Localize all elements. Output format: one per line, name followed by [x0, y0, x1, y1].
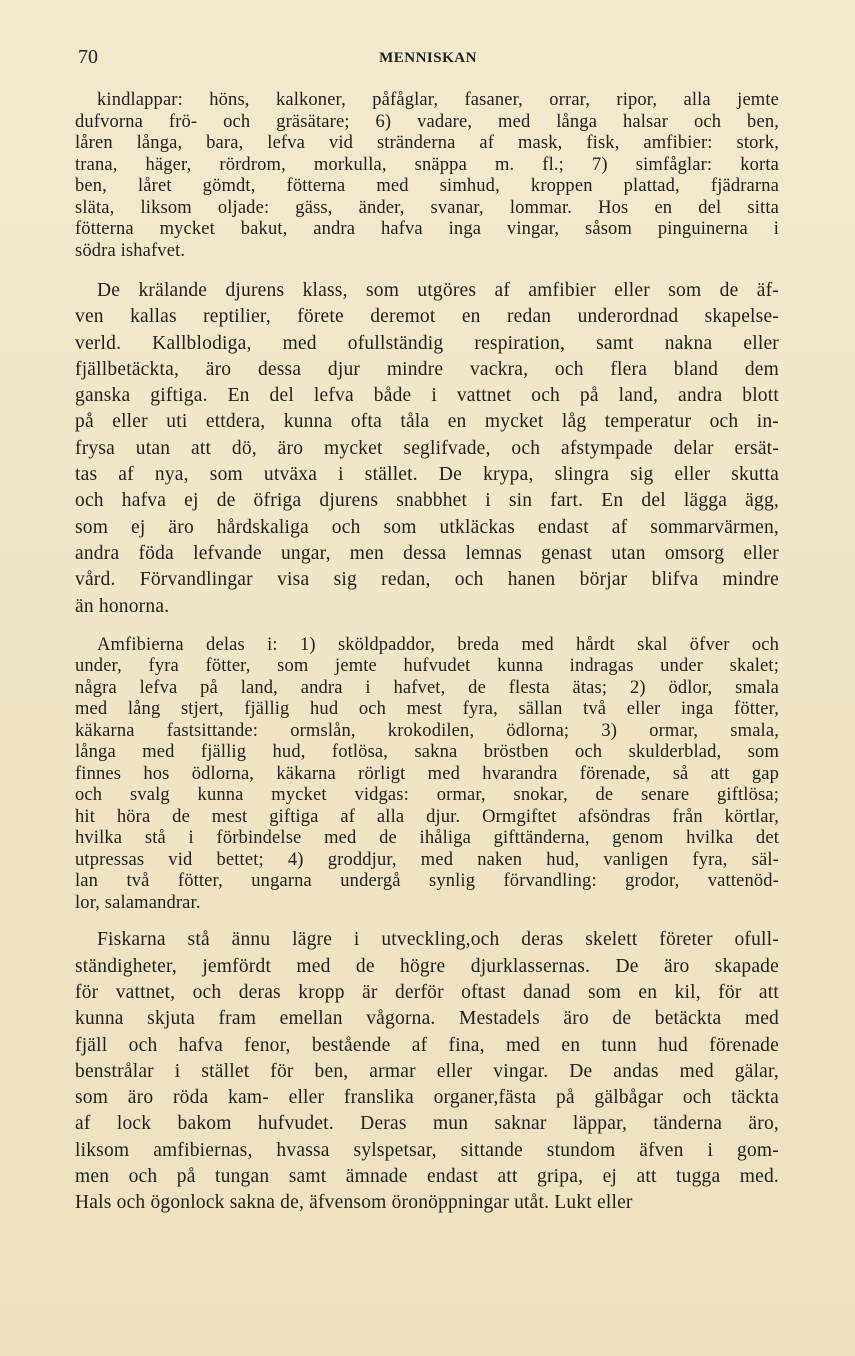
text-line: De krälande djurens klass, som utgöres af amfibier eller som de äf- [97, 280, 779, 301]
text-line: hvilka stå i förbindelse med de ihåliga gifttänderna, genom hvilka det [75, 828, 779, 849]
text-line: och svalg kunna mycket vidgas: ormar, snokar, de senare giftlösa; [75, 785, 779, 806]
text-line: kindlappar: höns, kalkoner, påfåglar, fasaner, orrar, ripor, alla jemte [97, 90, 779, 110]
page-header [78, 44, 778, 70]
text-line: än honorna. [75, 595, 170, 617]
paragraph-birds [75, 90, 779, 262]
text-line: liksom amfibiernas, hvassa sylspetsar, sittande stundom äfven i gom- [75, 1139, 779, 1161]
text-line: som ej äro hårdskaliga och som utkläckas endast af sommarvärmen, [75, 516, 779, 538]
page-number: 70 [78, 46, 98, 68]
text-line: Hals och ögonlock sakna de, äfvensom öronöppningar utåt. Lukt eller [75, 1192, 633, 1214]
body-text [75, 90, 779, 1217]
text-line: för vattnet, och deras kropp är derför oftast danad som en kil, för att [75, 981, 779, 1003]
text-line: benstrålar i stället för ben, armar eller vingar. De andas med gälar, [75, 1060, 779, 1082]
paragraph-amphibians [75, 635, 779, 915]
text-line: som äro röda kam- eller franslika organer,fästa på gälbågar och täckta [75, 1087, 779, 1109]
text-line: på eller uti ettdera, kunna ofta tåla en mycket låg temperatur och in- [75, 411, 779, 433]
text-line: tas af nya, som utväxa i stället. De krypa, slingra sig eller skutta [75, 464, 779, 486]
text-line: södra ishafvet. [75, 240, 186, 261]
text-line: trana, häger, rördrom, morkulla, snäppa m. fl.; 7) simfåglar: korta [75, 154, 779, 175]
text-line: släta, liksom oljade: gäss, änder, svanar, lommar. Hos en del sitta [75, 197, 779, 218]
text-line: fjäll och hafva fenor, bestående af fina, med en tunn hud förenade [75, 1034, 779, 1056]
text-line: några lefva på land, andra i hafvet, de flesta ätas; 2) ödlor, smala [75, 677, 779, 698]
text-line: Amfibierna delas i: 1) sköldpaddor, breda med hårdt skal öfver och [97, 634, 779, 655]
text-line: af lock bakom hufvudet. Deras mun saknar läppar, tänderna äro, [75, 1113, 779, 1135]
paragraph-reptiles [75, 278, 779, 620]
text-line: låren långa, bara, lefva vid stränderna af mask, fisk, amfibier: stork, [75, 133, 779, 153]
text-line: frysa utan att dö, äro mycket seglifvade, och afstympade delar ersät- [75, 437, 779, 459]
paragraph-fishes [75, 927, 779, 1216]
text-line: utpressas vid bettet; 4) groddjur, med naken hud, vanligen fyra, säl- [75, 849, 779, 870]
text-line: ganska giftiga. En del lefva både i vattnet och på land, andra blott [75, 385, 779, 407]
text-line: finnes hos ödlorna, käkarna rörligt med hvarandra förenade, så att gap [75, 763, 779, 784]
text-line: ben, låret gömdt, fötterna med simhud, kroppen plattad, fjädrarna [75, 176, 779, 196]
running-head: MENNISKAN [379, 50, 477, 66]
text-line: lor, salamandrar. [75, 892, 201, 913]
text-line: fjällbetäckta, äro dessa djur mindre vackra, och flera bland dem [75, 358, 779, 380]
text-line: verld. Kallblodiga, med ofullständig respiration, samt nakna eller [75, 332, 779, 354]
text-line: men och på tungan samt ämnade endast att gripa, ej att tugga med. [75, 1166, 779, 1188]
text-line: dufvorna frö- och gräsätare; 6) vadare, med långa halsar och ben, [75, 111, 779, 132]
text-line: hit höra de mest giftiga af alla djur. Ormgiftet afsöndras från körtlar, [75, 806, 779, 827]
text-line: ständigheter, jemfördt med de högre djurklassernas. De äro skapade [75, 955, 779, 977]
text-line: vård. Förvandlingar visa sig redan, och hanen börjar blifva mindre [75, 569, 779, 591]
text-line: under, fyra fötter, som jemte hufvudet kunna indragas under skalet; [75, 656, 779, 677]
text-line: och hafva ej de öfriga djurens snabbhet i sin fart. En del lägga ägg, [75, 490, 779, 512]
text-line: kunna skjuta fram emellan vågorna. Mestadels äro de betäckta med [75, 1008, 779, 1030]
text-line: fötterna mycket bakut, andra hafva inga vingar, såsom pinguinerna i [75, 219, 779, 239]
text-line: med lång stjert, fjällig hud och mest fyra, sällan två eller inga fötter, [75, 699, 779, 720]
text-line: andra föda lefvande ungar, men dessa lemnas genast utan omsorg eller [75, 542, 779, 564]
text-line: lan två fötter, ungarna undergå synlig förvandling: grodor, vattenöd- [75, 871, 779, 892]
text-line: långa med fjällig hud, fotlösa, sakna bröstben och skulderblad, som [75, 742, 779, 763]
text-line: ven kallas reptilier, förete deremot en redan underordnad skapelse- [75, 306, 779, 328]
text-line: Fiskarna stå ännu lägre i utveckling,och deras skelett företer ofull- [97, 929, 779, 951]
text-line: käkarna fastsittande: ormslån, krokodilen, ödlorna; 3) ormar, smala, [75, 720, 779, 741]
